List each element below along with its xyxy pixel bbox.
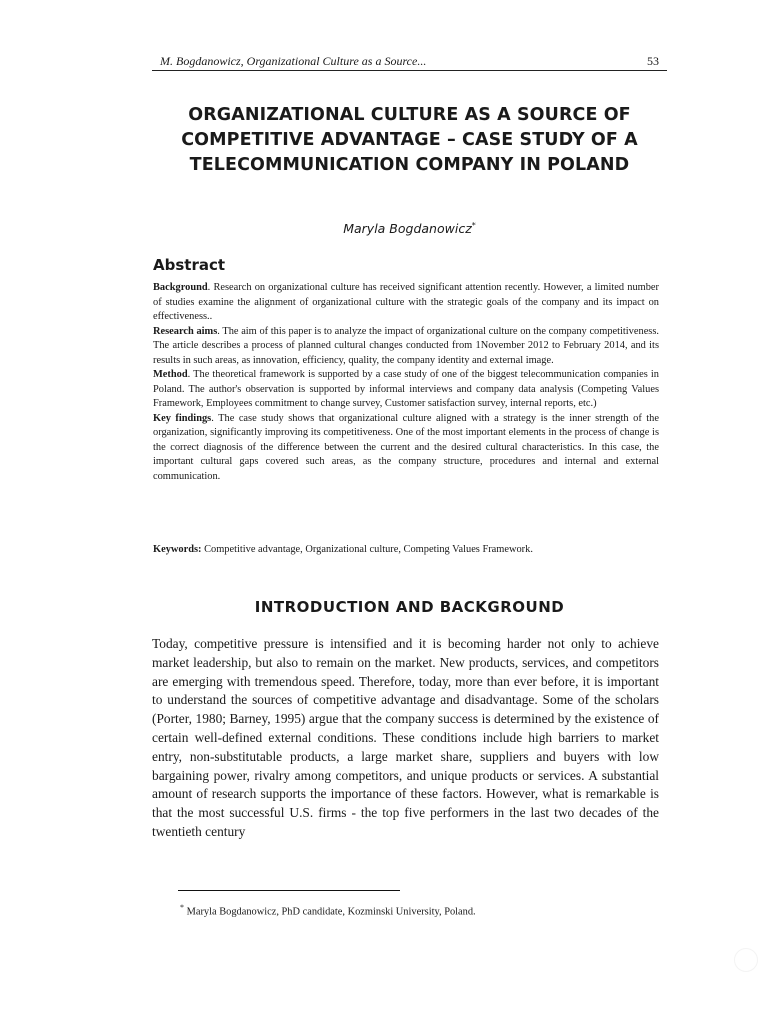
- abstract-method: [153, 368, 659, 412]
- body-paragraph: Today, competitive pressure is intensified and it is becoming harder not only to achieve market leadership, but also to remain on the market. New products, services, and competitors are emerging with tremendous speed. Therefore, today, more than ever before, it is important to understand the sources of competitive advantage and disadvantage. Some of the scholars (Porter, 1980; Barney, 1995) argue that the company success is determined by the existence of certain well-defined external conditions. These conditions include high barriers to market entry, non-substitutable products, a large market share, suppliers and buyers with low bargaining power, rivalry among competitors, and unique products or services. A substantial amount of research supports the importance of these factors. However, what is remarkable is that the most successful U.S. firms - the top five performers in the last two decades of the twentieth century: [152, 636, 659, 839]
- abstract-text: . Research on organizational culture has received significant attention recently. However, a limited number of studies examine the alignment of organizational culture with the strategic goals of the company and its impact on effectiveness..: [153, 282, 659, 322]
- abstract-label: Key findings: [153, 412, 212, 424]
- abstract-key-findings: [153, 412, 659, 485]
- author-name: Maryla Bogdanowicz: [343, 221, 472, 237]
- author-line: [152, 221, 667, 236]
- abstract-text: . The theoretical framework is supported by a case study of one of the biggest telecommunication companies in Poland. The author's observation is supported by informal interviews and company data analysis (Competing Values Framework, Employees commitment to change survey, Customer satisfaction survey, internal reports, etc.): [153, 369, 659, 409]
- watermark-icon: [734, 948, 758, 972]
- footnote-divider: [178, 890, 400, 891]
- abstract-research-aims: [153, 325, 659, 369]
- abstract-text: . The aim of this paper is to analyze the impact of organizational culture on the company competitiveness. The article describes a process of planned cultural changes conducted from 1November 2012 to February 2014, and its results in such areas, as innovation, efficiency, quality, the company identity and external image.: [153, 325, 659, 366]
- footnote-marker: *: [180, 903, 184, 912]
- abstract-label: Research aims: [153, 325, 218, 337]
- page-number: 53: [647, 54, 659, 68]
- abstract-text: . The case study shows that organizational culture aligned with a strategy is the inner strength of the organization, significantly improving its competitiveness. One of the most important elements in the process of change is the correct diagnosis of the difference between the current and the desired cultural characteristics. In this case, the important cultural gaps covered such areas, as the company structure, procedures and internal and external communication.: [153, 412, 659, 482]
- running-title: M. Bogdanowicz, Organizational Culture as a Source...: [160, 54, 427, 68]
- abstract-label: Background: [153, 282, 208, 293]
- abstract-heading: Abstract: [153, 256, 226, 274]
- footnote: [180, 903, 660, 917]
- abstract-background: [153, 281, 659, 325]
- keywords-label: Keywords:: [153, 544, 202, 555]
- paper-title: ORGANIZATIONAL CULTURE AS A SOURCE OF COMPETITIVE ADVANTAGE – CASE STUDY OF A TELECOMMUNICATION COMPANY IN POLAND: [181, 105, 638, 175]
- author-footnote-marker: *: [471, 221, 476, 230]
- abstract-label: Method: [153, 369, 188, 380]
- running-header: [152, 52, 667, 71]
- keywords: [153, 543, 659, 557]
- keywords-text: Competitive advantage, Organizational culture, Competing Values Framework.: [201, 544, 533, 555]
- footnote-text: Maryla Bogdanowicz, PhD candidate, Kozminski University, Poland.: [184, 906, 476, 918]
- abstract-body: [153, 281, 659, 484]
- section-heading: INTRODUCTION AND BACKGROUND: [254, 598, 565, 616]
